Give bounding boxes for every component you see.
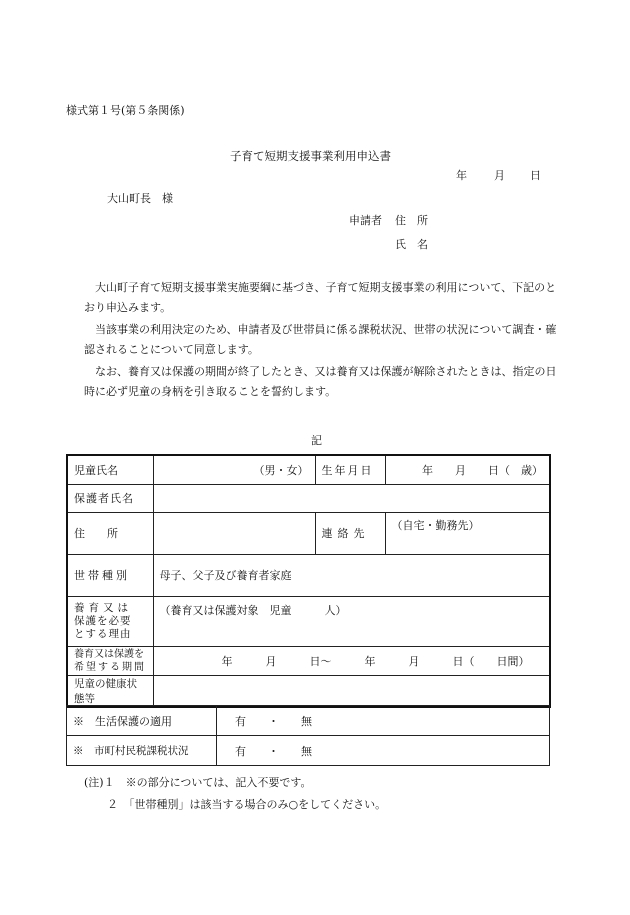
addressee: 大山町長 様: [107, 192, 173, 205]
ki-heading: 記: [311, 434, 322, 447]
welfare-label: ※ 生活保護の適用: [67, 706, 217, 736]
address-label: 住 所: [67, 512, 153, 554]
birth-field[interactable]: 年 月 日（ 歳）: [385, 455, 550, 484]
applicant-name-label: 氏 名: [395, 238, 428, 251]
applicant-label: 申請者: [349, 214, 382, 227]
applicant-address-label: 住 所: [395, 214, 428, 227]
guardian-name-label: 保護者氏名: [67, 484, 153, 512]
contact-field[interactable]: （自宅・勤務先）: [385, 512, 550, 554]
tax-status-label: ※ 市町村民税課税状況: [67, 736, 217, 766]
health-label: 児童の健康状態等: [67, 675, 153, 707]
period-label: 養育又は保護を 希望する期間: [67, 646, 153, 675]
child-name-label: 児童氏名: [67, 455, 153, 484]
date-day: 日: [530, 169, 541, 182]
sex-option[interactable]: （男・女）: [253, 463, 309, 477]
date-year: 年: [456, 169, 467, 182]
note-1: (注)１ ※の部分については、記入不要です。: [84, 776, 312, 789]
guardian-name-field[interactable]: [153, 484, 550, 512]
paragraph-3: なお、養育又は保護の期間が終了したとき、又は養育又は保護が解除されたときは、指定の日時に必ず児童の身柄を引き取ることを誓約します。: [84, 365, 557, 398]
date-month: 月: [494, 169, 505, 182]
application-table: [66, 454, 551, 708]
household-type-field[interactable]: 母子、父子及び養育者家庭: [153, 554, 550, 596]
health-field[interactable]: [153, 675, 550, 707]
period-field[interactable]: 年 月 日～ 年 月 日（ 日間）: [153, 646, 550, 675]
address-field[interactable]: [153, 512, 315, 554]
tax-status-field[interactable]: 有 ・ 無: [217, 736, 550, 766]
household-type-label: 世帯種別: [67, 554, 153, 596]
paragraph-1: 大山町子育て短期支援事業実施要綱に基づき、子育て短期支援事業の利用について、下記のとおり申込みます。: [84, 281, 557, 314]
child-name-field[interactable]: [153, 455, 315, 484]
note-2: ２ 「世帯種別」は該当する場合のみ○をしてください。: [107, 798, 387, 811]
reason-label: 養育又は 保護を必要 とする理由: [67, 596, 153, 646]
reason-field[interactable]: （養育又は保護対象 児童 人）: [153, 596, 550, 646]
form-number: 様式第１号(第５条関係): [66, 104, 185, 117]
welfare-field[interactable]: 有 ・ 無: [217, 706, 550, 736]
office-use-table: [66, 705, 550, 766]
paragraph-2: 当該事業の利用決定のため、申請者及び世帯員に係る課税状況、世帯の状況について調査・確認されることについて同意します。: [84, 323, 557, 356]
birth-label: 生年月日: [315, 455, 385, 484]
contact-label: 連絡先: [315, 512, 385, 554]
document-title: 子育て短期支援事業利用申込書: [230, 149, 391, 163]
